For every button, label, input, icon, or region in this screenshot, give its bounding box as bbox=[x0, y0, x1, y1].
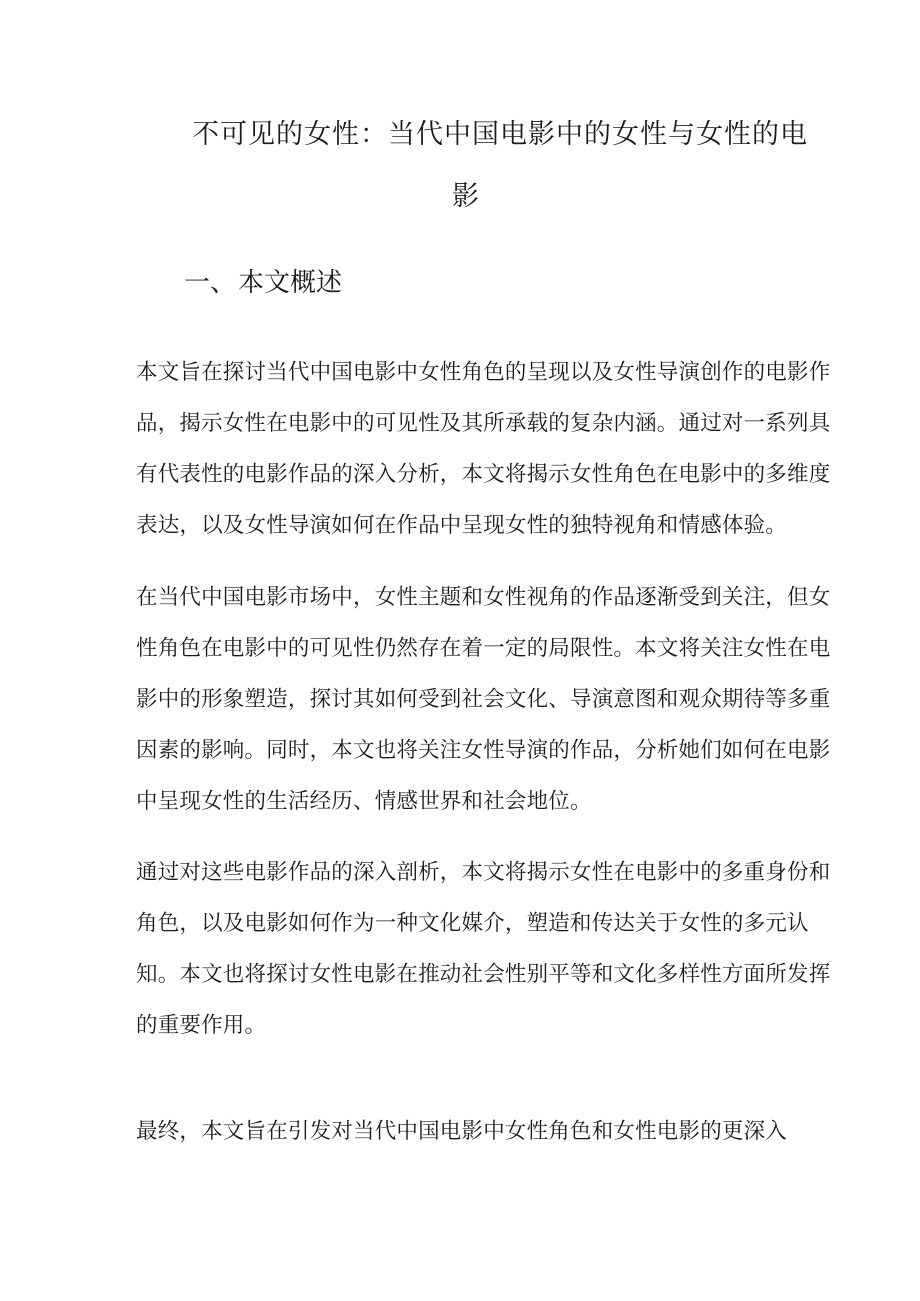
paragraph-2 bbox=[136, 572, 831, 827]
paragraph-line: 因素的影响。同时，本文也将关注女性导演的作品，分析她们如何在电影 bbox=[136, 738, 831, 763]
document-title-line-1: 不可见的女性：当代中国电影中的女性与女性的电 bbox=[192, 119, 808, 150]
paragraph-4 bbox=[136, 1106, 786, 1157]
paragraph-line: 在当代中国电影市场中，女性主题和女性视角的作品逐渐受到关注，但女 bbox=[136, 585, 831, 610]
section-title: 本文概述 bbox=[238, 268, 343, 298]
paragraph-line: 品，揭示女性在电影中的可见性及其所承载的复杂内涵。通过对一系列具 bbox=[136, 411, 831, 436]
paragraph-3 bbox=[136, 847, 831, 1051]
paragraph-line: 的重要作用。 bbox=[136, 1013, 267, 1038]
section-heading bbox=[184, 268, 342, 298]
paragraph-line: 有代表性的电影作品的深入分析，本文将揭示女性角色在电影中的多维度 bbox=[136, 462, 831, 487]
paragraph-line: 影中的形象塑造，探讨其如何受到社会文化、导演意图和观众期待等多重 bbox=[136, 687, 831, 712]
paragraph-1 bbox=[136, 347, 831, 551]
section-number: 一、 bbox=[184, 268, 237, 298]
paragraph-line: 最终，本文旨在引发对当代中国电影中女性角色和女性电影的更深入 bbox=[136, 1119, 788, 1144]
document-title-line-2: 影 bbox=[452, 181, 480, 212]
paragraph-line: 本文旨在探讨当代中国电影中女性角色的呈现以及女性导演创作的电影作 bbox=[136, 360, 831, 385]
paragraph-line: 表达，以及女性导演如何在作品中呈现女性的独特视角和情感体验。 bbox=[136, 513, 788, 538]
paragraph-line: 知。本文也将探讨女性电影在推动社会性别平等和文化多样性方面所发挥 bbox=[136, 962, 831, 987]
paragraph-line: 性角色在电影中的可见性仍然存在着一定的局限性。本文将关注女性在电 bbox=[136, 636, 831, 661]
paragraph-line: 角色，以及电影如何作为一种文化媒介，塑造和传达关于女性的多元认 bbox=[136, 911, 809, 936]
paragraph-line: 中呈现女性的生活经历、情感世界和社会地位。 bbox=[136, 789, 592, 814]
paragraph-line: 通过对这些电影作品的深入剖析，本文将揭示女性在电影中的多重身份和 bbox=[136, 860, 831, 885]
